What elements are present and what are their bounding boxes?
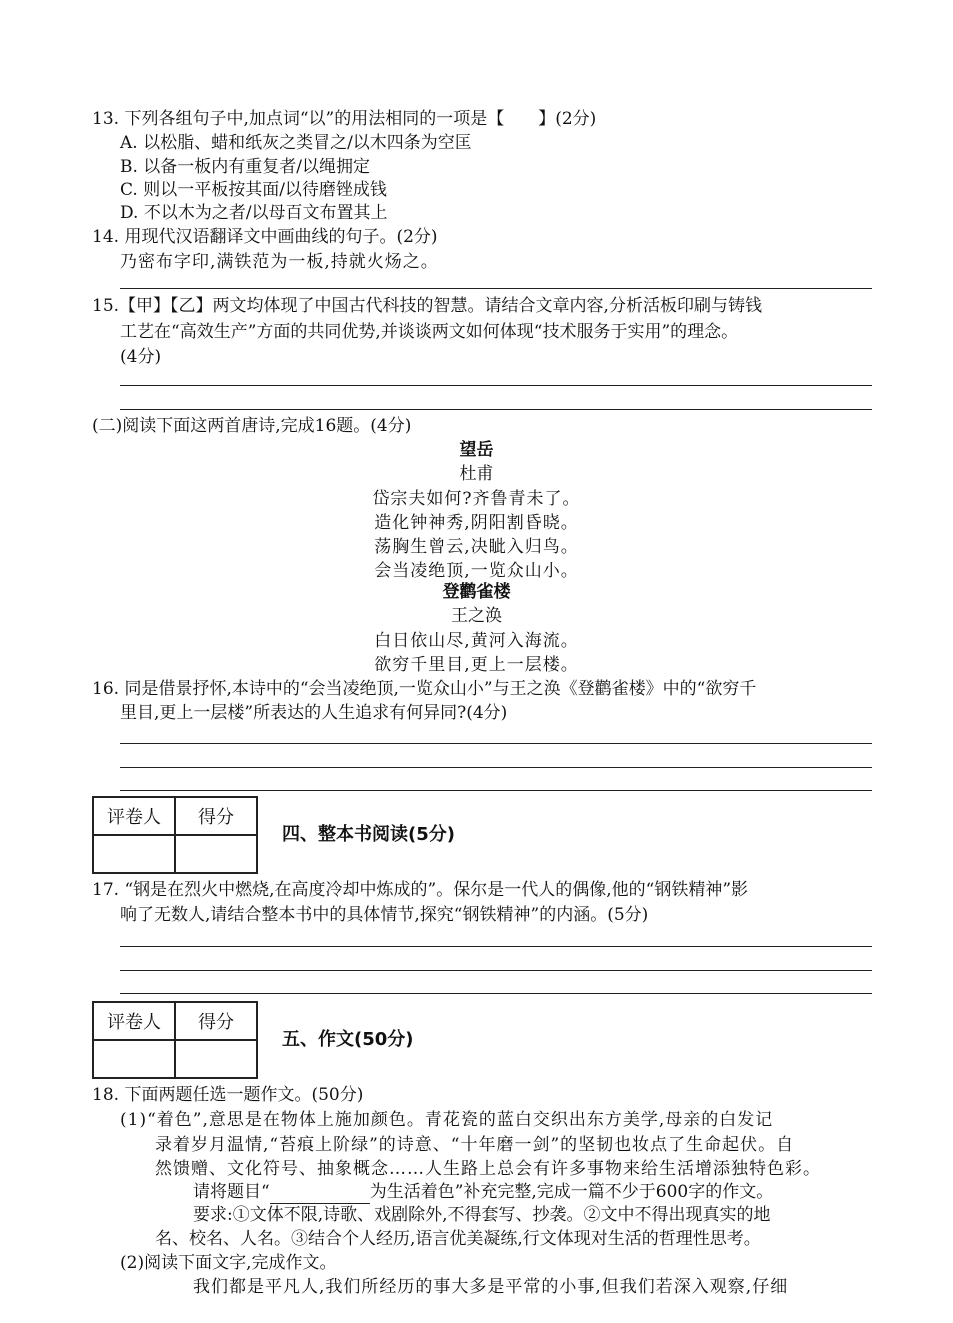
answer-line xyxy=(120,767,872,768)
q13-option-d: D. 不以木为之者/以母百文布置其上 xyxy=(120,203,388,223)
q18-opt1-line2: 录着岁月温情,“苔痕上阶绿”的诗意、“十年磨一剑”的坚韧也妆点了生命起伏。自 xyxy=(155,1135,795,1155)
answer-line xyxy=(120,385,872,386)
q14-sentence: 乃密布字印,满铁范为一板,持就火炀之。 xyxy=(120,252,439,272)
grade-box xyxy=(92,1001,258,1079)
poem2-line: 白日依山尽,黄河入海流。 xyxy=(374,631,579,651)
q17-line1: 17. “钢是在烈火中燃烧,在高度冷却中炼成的”。保尔是一代人的偶像,他的“钢铁精神”影 xyxy=(92,880,749,900)
part4-title: 四、整本书阅读(5分) xyxy=(282,824,455,845)
q13-option-c: C. 则以一平板按其面/以待磨锉成钱 xyxy=(120,180,387,200)
q18-opt1-prompt xyxy=(193,1180,773,1204)
answer-line xyxy=(120,970,872,971)
q17-line2: 响了无数人,请结合整本书中的具体情节,探究“钢铁精神”的内涵。(5分) xyxy=(120,905,649,925)
q16-line1: 16. 同是借景抒怀,本诗中的“会当凌绝顶,一览众山小”与王之涣《登鹳雀楼》中的“欲穷千 xyxy=(92,679,757,699)
q13-option-b: B. 以备一板内有重复者/以绳拥定 xyxy=(120,157,371,177)
answer-line xyxy=(120,409,872,410)
q14-stem: 14. 用现代汉语翻译文中画曲线的句子。(2分) xyxy=(92,227,438,247)
poem1-title: 望岳 xyxy=(459,440,494,460)
q18-opt1-line3: 然馈赠、文化符号、抽象概念……人生路上总会有许多事物来给生活增添独特色彩。 xyxy=(155,1159,821,1179)
poem1-line: 造化钟神秀,阴阳割昏晓。 xyxy=(374,513,579,533)
q18-stem: 18. 下面两题任选一题作文。(50分) xyxy=(92,1085,364,1105)
reviewer-label: 评卷人 xyxy=(93,797,175,835)
q13-option-a: A. 以松脂、蜡和纸灰之类冒之/以木四条为空匡 xyxy=(120,133,472,153)
q13-stem: 13. 下列各组句子中,加点词“以”的用法相同的一项是【 】(2分) xyxy=(92,109,597,129)
section2-heading: (二)阅读下面这两首唐诗,完成16题。(4分) xyxy=(92,416,412,436)
poem1-line: 会当凌绝顶,一览众山小。 xyxy=(374,561,579,581)
score-label: 得分 xyxy=(175,1002,257,1040)
q16-line2: 里目,更上一层楼”所表达的人生追求有何异同?(4分) xyxy=(120,703,508,723)
answer-line xyxy=(120,743,872,744)
poem2-title: 登鹳雀楼 xyxy=(442,582,511,602)
answer-line xyxy=(120,288,872,289)
poem1-line: 荡胸生曾云,决眦入归鸟。 xyxy=(374,537,579,557)
q18-opt1-line1: (1)“着色”,意思是在物体上施加颜色。青花瓷的蓝白交织出东方美学,母亲的白发记 xyxy=(120,1110,774,1130)
prompt-part-a: 请将题目“ xyxy=(193,1182,270,1202)
q18-opt2-heading: (2)阅读下面文字,完成作文。 xyxy=(120,1253,337,1273)
answer-line xyxy=(120,946,872,947)
reviewer-cell[interactable] xyxy=(93,1040,175,1078)
score-cell[interactable] xyxy=(175,835,257,873)
prompt-part-b: 为生活着色”补充完整,完成一篇不少于600字的作文。 xyxy=(369,1182,774,1202)
q18-opt2-line1: 我们都是平凡人,我们所经历的事大多是平常的小事,但我们若深入观察,仔细 xyxy=(193,1277,789,1297)
title-blank[interactable] xyxy=(270,1185,370,1204)
q15-line1: 15.【甲】【乙】两文均体现了中国古代科技的智慧。请结合文章内容,分析活板印刷与铸钱 xyxy=(92,296,762,316)
q15-line3: (4分) xyxy=(120,347,162,367)
q15-line2: 工艺在“高效生产”方面的共同优势,并谈谈两文如何体现“技术服务于实用”的理念。 xyxy=(120,322,739,342)
q18-opt1-req1: 要求:①文体不限,诗歌、戏剧除外,不得套写、抄袭。②文中不得出现真实的地 xyxy=(193,1205,771,1225)
reviewer-cell[interactable] xyxy=(93,835,175,873)
part5-title: 五、作文(50分) xyxy=(282,1029,414,1050)
poem1-line: 岱宗夫如何?齐鲁青未了。 xyxy=(372,489,581,509)
reviewer-label: 评卷人 xyxy=(93,1002,175,1040)
poem2-author: 王之涣 xyxy=(451,606,502,626)
q18-opt1-req2: 名、校名、人名。③结合个人经历,语言优美凝练,行文体现对生活的哲理性思考。 xyxy=(155,1229,761,1249)
poem1-author: 杜甫 xyxy=(459,464,494,484)
grade-box xyxy=(92,796,258,874)
poem2-line: 欲穷千里目,更上一层楼。 xyxy=(374,655,579,675)
answer-line xyxy=(120,993,872,994)
score-label: 得分 xyxy=(175,797,257,835)
answer-line xyxy=(120,790,872,791)
score-cell[interactable] xyxy=(175,1040,257,1078)
